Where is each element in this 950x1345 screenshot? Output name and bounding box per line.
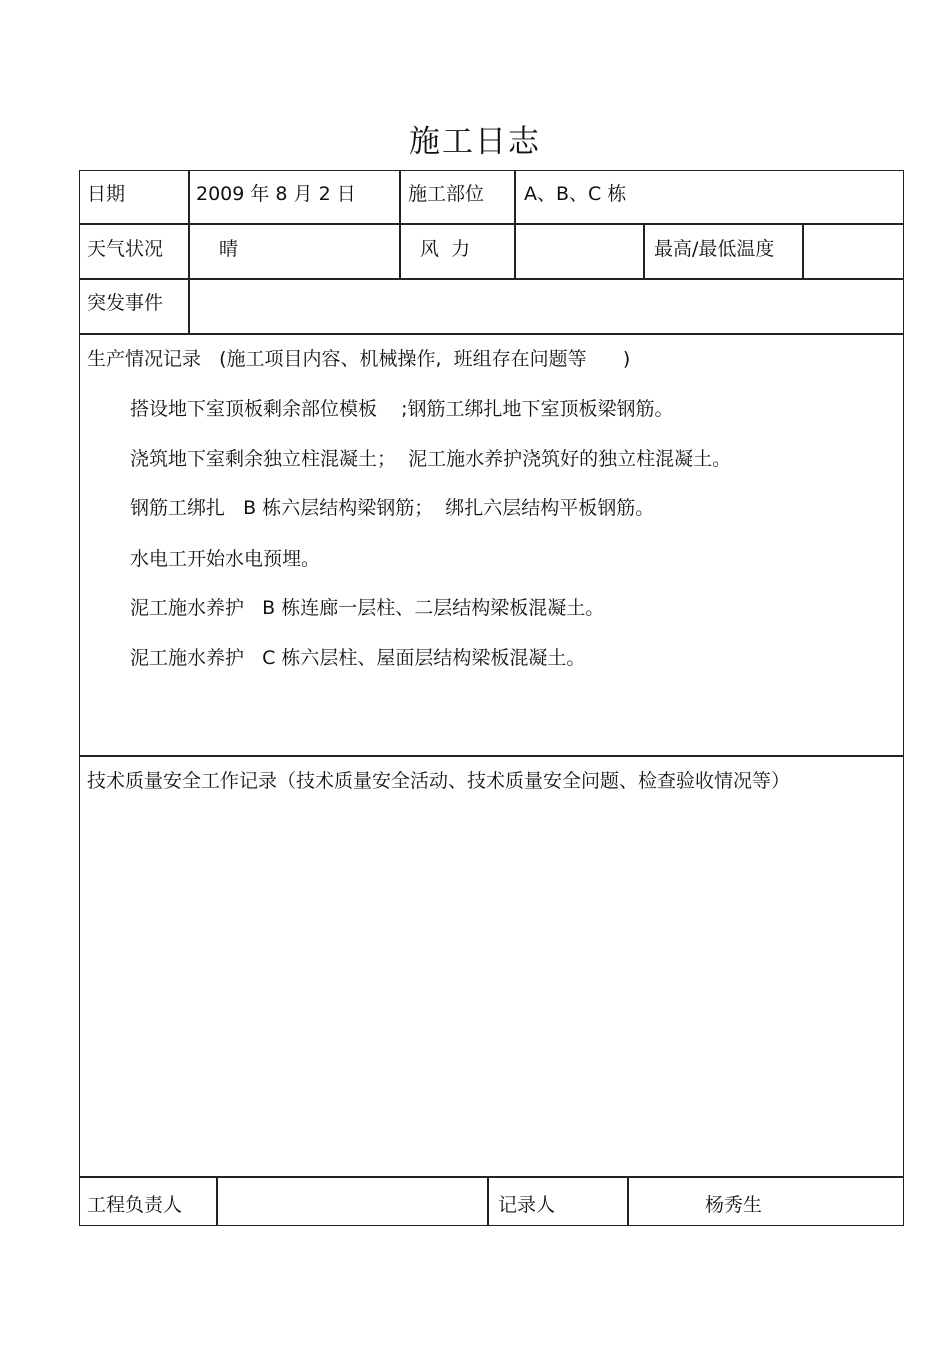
row-divider: [79, 755, 904, 757]
production-line: 水电工开始水电预埋。: [130, 548, 321, 570]
production-line: 钢筋工绑扎 B 栋六层结构梁钢筋； 绑扎六层结构平板钢筋。: [130, 497, 655, 519]
column-divider: [514, 170, 516, 279]
production-heading: 生产情况记录 (施工项目内容、机械操作, 班组存在问题等 ): [87, 348, 631, 370]
column-divider: [399, 170, 401, 279]
row-divider: [79, 333, 904, 335]
location-value: A、B、C 栋: [524, 183, 627, 205]
log-table: [79, 170, 904, 1226]
weather-label: 天气状况: [87, 238, 164, 260]
wind-label: 风 力: [420, 238, 471, 260]
location-label: 施工部位: [408, 183, 485, 205]
production-line: 泥工施水养护 B 栋连廊一层柱、二层结构梁板混凝土。: [130, 597, 605, 619]
weather-value: 晴: [219, 238, 239, 260]
column-divider: [487, 1176, 489, 1226]
quality-heading: 技术质量安全工作记录（技术质量安全活动、技术质量安全问题、检查验收情况等）: [87, 770, 791, 792]
incident-label: 突发事件: [87, 292, 164, 314]
column-divider: [188, 223, 190, 334]
recorder-label: 记录人: [498, 1194, 556, 1216]
date-value: 2009 年 8 月 2 日: [196, 183, 356, 205]
production-line: 搭设地下室顶板剩余部位模板 ;钢筋工绑扎地下室顶板梁钢筋。: [130, 398, 674, 420]
column-divider: [802, 223, 804, 279]
row-divider: [79, 278, 904, 280]
row-divider: [79, 223, 904, 225]
manager-label: 工程负责人: [87, 1194, 183, 1216]
column-divider: [216, 1176, 218, 1226]
column-divider: [627, 1176, 629, 1226]
column-divider: [188, 170, 190, 224]
row-divider: [79, 1176, 904, 1178]
page-title: 施工日志: [409, 124, 541, 160]
production-line: 泥工施水养护 C 栋六层柱、屋面层结构梁板混凝土。: [130, 647, 586, 669]
recorder-value: 杨秀生: [705, 1194, 763, 1216]
column-divider: [643, 223, 645, 279]
temperature-label: 最高/最低温度: [654, 238, 775, 260]
date-label: 日期: [87, 183, 126, 205]
production-line: 浇筑地下室剩余独立柱混凝土； 泥工施水养护浇筑好的独立柱混凝土。: [130, 448, 732, 470]
